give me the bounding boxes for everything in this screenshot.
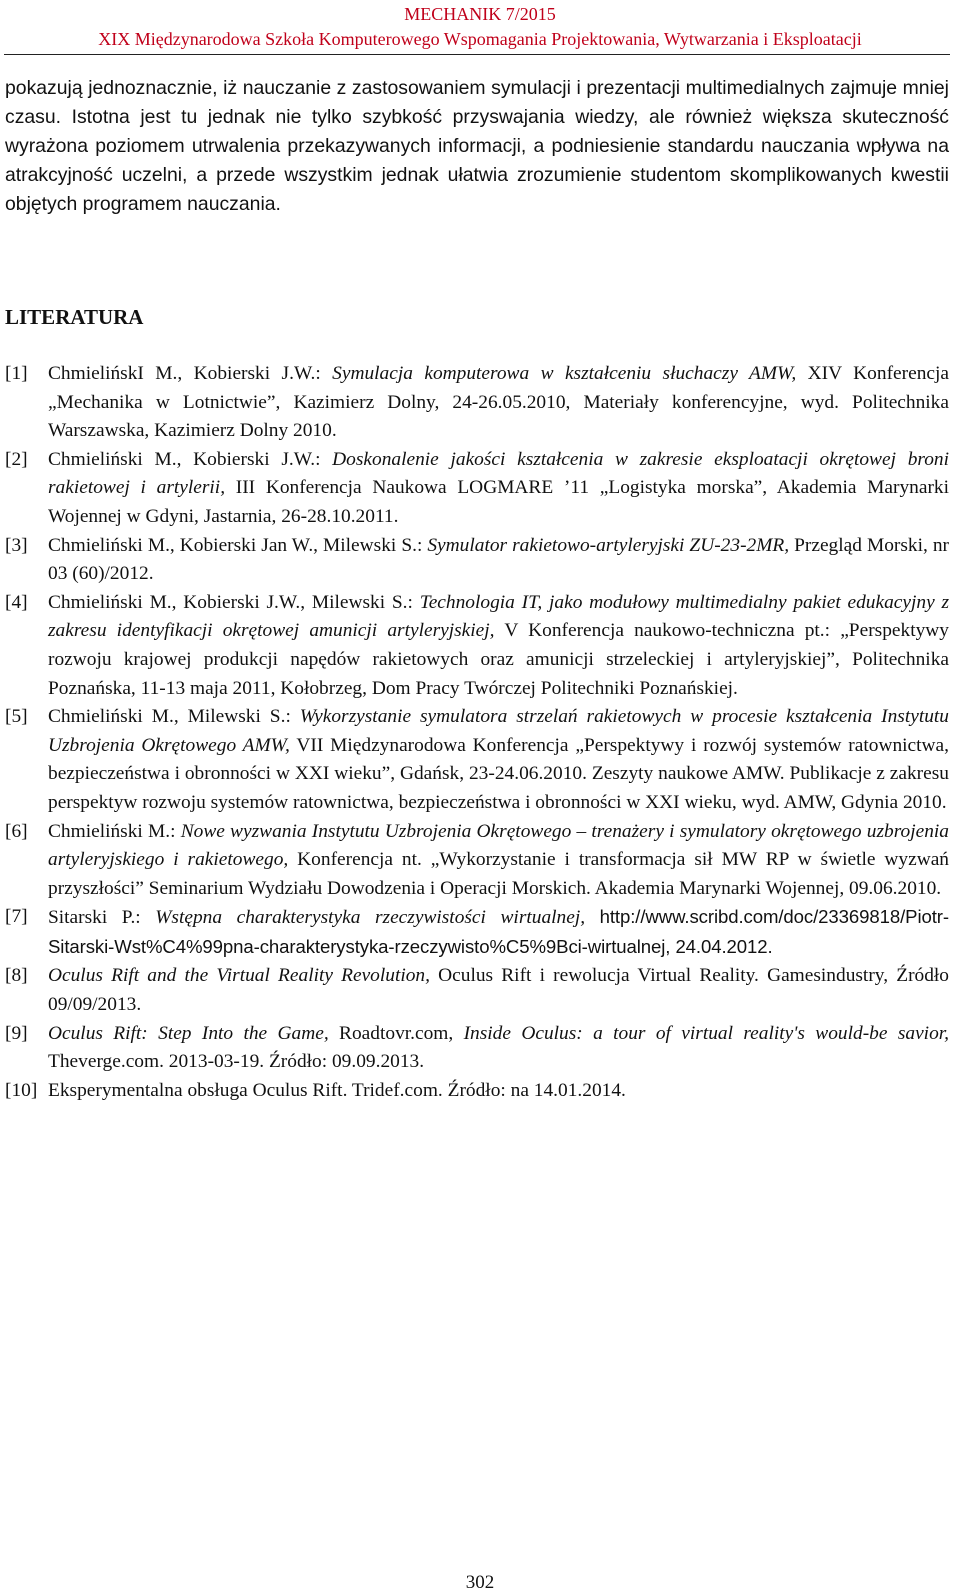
body-paragraph: pokazują jednoznacznie, iż nauczanie z zastosowaniem symulacji i prezentacji multimedialnych zajmuje mniej czasu. Istotna jest tu jednak nie tylko szybkość przyswajania wiedzy, ale również większa skuteczność wyrażona poziomem utrwalenia przekazywanych informacji, a podniesienie standardu nauczania wpływa na atrakcyjność uczelni, a przede wszystkim jednak ułatwia zrozumienie studentom skomplikowanych kwestii objętych programem nauczania. (5, 77, 949, 215)
reference-title: Symulator rakietowo-artyleryjski ZU-23-2MR, (427, 534, 790, 556)
conference-name: XIX Międzynarodowa Szkoła Komputerowego Wspomagania Projektowania, Wytwarzania i Eksploatacji (98, 29, 862, 49)
reference-list (5, 360, 949, 1105)
reference-source: III Konferencja Naukowa LOGMARE ’11 „Logistyka morska”, Akademia Marynarki Wojennej w Gdyni, Jastarnia, 26-28.10.2011. (48, 477, 949, 527)
reference-item (5, 532, 949, 589)
reference-item (5, 962, 949, 1019)
reference-source: Oculus Rift i rewolucja Virtual Reality. Gamesindustry, Źródło 09/09/2013. (48, 965, 950, 1016)
reference-number: [4] (5, 591, 28, 613)
reference-source: XIV Konferencja „Mechanika w Lotnictwie”, Kazimierz Dolny, 24-26.05.2010, Materiały konferencyjne, wyd. Politechnika Warszawska, Kazimierz Dolny 2010. (48, 363, 949, 442)
reference-number: [7] (5, 906, 28, 928)
reference-source: Przegląd Morski, nr 03 (60)/2012. (48, 534, 950, 585)
reference-number: [5] (5, 706, 28, 728)
reference-authors: Chmieliński M., Kobierski J.W.: (48, 448, 333, 470)
reference-item (5, 1077, 949, 1106)
reference-number: [8] (5, 965, 28, 987)
reference-title: Doskonalenie jakości kształcenia w zakresie eksploatacji okrętowej broni rakietowej i artylerii, (48, 448, 949, 499)
reference-item (5, 703, 949, 817)
reference-item (5, 1020, 949, 1077)
reference-title: Oculus Rift: Step Into the Game, (48, 1022, 329, 1044)
reference-title: Oculus Rift and the Virtual Reality Revolution, (48, 965, 430, 987)
journal-issue: MECHANIK 7/2015 (404, 4, 556, 24)
reference-source: VII Międzynarodowa Konferencja „Perspektywy i rozwój systemów ratownictwa, bezpieczeństwa i obronności w XXI wieku”, Gdańsk, 23-24.06.2010. Zeszyty naukowe AMW. Publikacje z zakresu perspektyw rozwoju systemów ratownictwa, bezpieczeństwa i obronności w XXI wieku, wyd. AMW, Gdynia 2010. (48, 734, 949, 813)
reference-authors: Chmieliński M., Milewski S.: (48, 706, 300, 728)
reference-item (5, 903, 949, 962)
header-rule (4, 54, 950, 55)
reference-authors: Chmieliński M.: (48, 820, 181, 842)
reference-source: V Konferencja naukowo-techniczna pt.: „Perspektywy rozwoju krajowej produkcji napędów rakietowych oraz amunicji strzeleckiej i artyleryjskiej”, Politechnika Poznańska, 11-13 maja 2011, Kołobrzeg, Dom Pracy Twórczej Politechniki Poznańskiej. (48, 620, 949, 699)
page-number: 302 (465, 1572, 495, 1593)
reference-number: [6] (5, 820, 28, 842)
reference-title: Nowe wyzwania Instytutu Uzbrojenia Okrętowego – trenażery i symulatory okrętowego uzbrojenia artyleryjskiego i rakietowego, (48, 820, 949, 871)
reference-number: [1] (5, 363, 28, 384)
reference-title: Technologia IT, jako modułowy multimedialny pakiet edukacyjny z zakresu identyfikacji okrętowej amunicji artyleryjskiej, (48, 591, 950, 642)
reference-title: Symulacja komputerowa w kształceniu słuchaczy AMW, (332, 363, 797, 384)
reference-number: [9] (5, 1022, 28, 1044)
reference-authors: Chmieliński M., Kobierski J.W., Milewski S.: (48, 591, 420, 613)
reference-authors: Eksperymentalna obsługa Oculus Rift. Tridef.com. Źródło: na 14.01.2014. (48, 1079, 626, 1101)
reference-item (5, 446, 949, 532)
reference-number: [3] (5, 534, 28, 556)
reference-number: [10] (5, 1079, 38, 1101)
literature-heading: LITERATURA (5, 305, 144, 329)
reference-number: [2] (5, 448, 28, 470)
reference-authors: Sitarski P.: (48, 907, 156, 929)
reference-source-2: Theverge.com. 2013-03-19. Źródło: 09.09.2013. (48, 1051, 425, 1073)
reference-item (5, 818, 949, 904)
reference-source (585, 907, 600, 928)
reference-authors: ChmielińskI M., Kobierski J.W.: (48, 363, 333, 384)
running-header (0, 2, 960, 52)
reference-title-2: Inside Oculus: a tour of virtual reality's would-be savior, (463, 1022, 950, 1044)
reference-url: http://www.scribd.com/doc/23369818/Piotr-Sitarski-Wst%C4%99pna-charakterystyka-rzeczywisto%C5%9Bci-wirtualnej, 24.04.2012. (48, 906, 949, 957)
reference-authors: Chmieliński M., Kobierski Jan W., Milewski S.: (48, 534, 428, 556)
reference-item (5, 589, 949, 703)
reference-source: Konferencja nt. „Wykorzystanie i transformacja sił MW RP w świetle wyzwań przyszłości” Seminarium Wydziału Dowodzenia i Operacji Morskich. Akademia Marynarki Wojennej, 09.06.2010. (48, 849, 949, 899)
reference-title: Wstępna charakterystyka rzeczywistości wirtualnej, (155, 907, 586, 929)
reference-title: Wykorzystanie symulatora strzelań rakietowych w procesie kształcenia Instytutu Uzbrojenia Okrętowego AMW, (48, 706, 950, 756)
reference-source: Roadtovr.com, (328, 1022, 464, 1044)
reference-item (5, 360, 949, 446)
